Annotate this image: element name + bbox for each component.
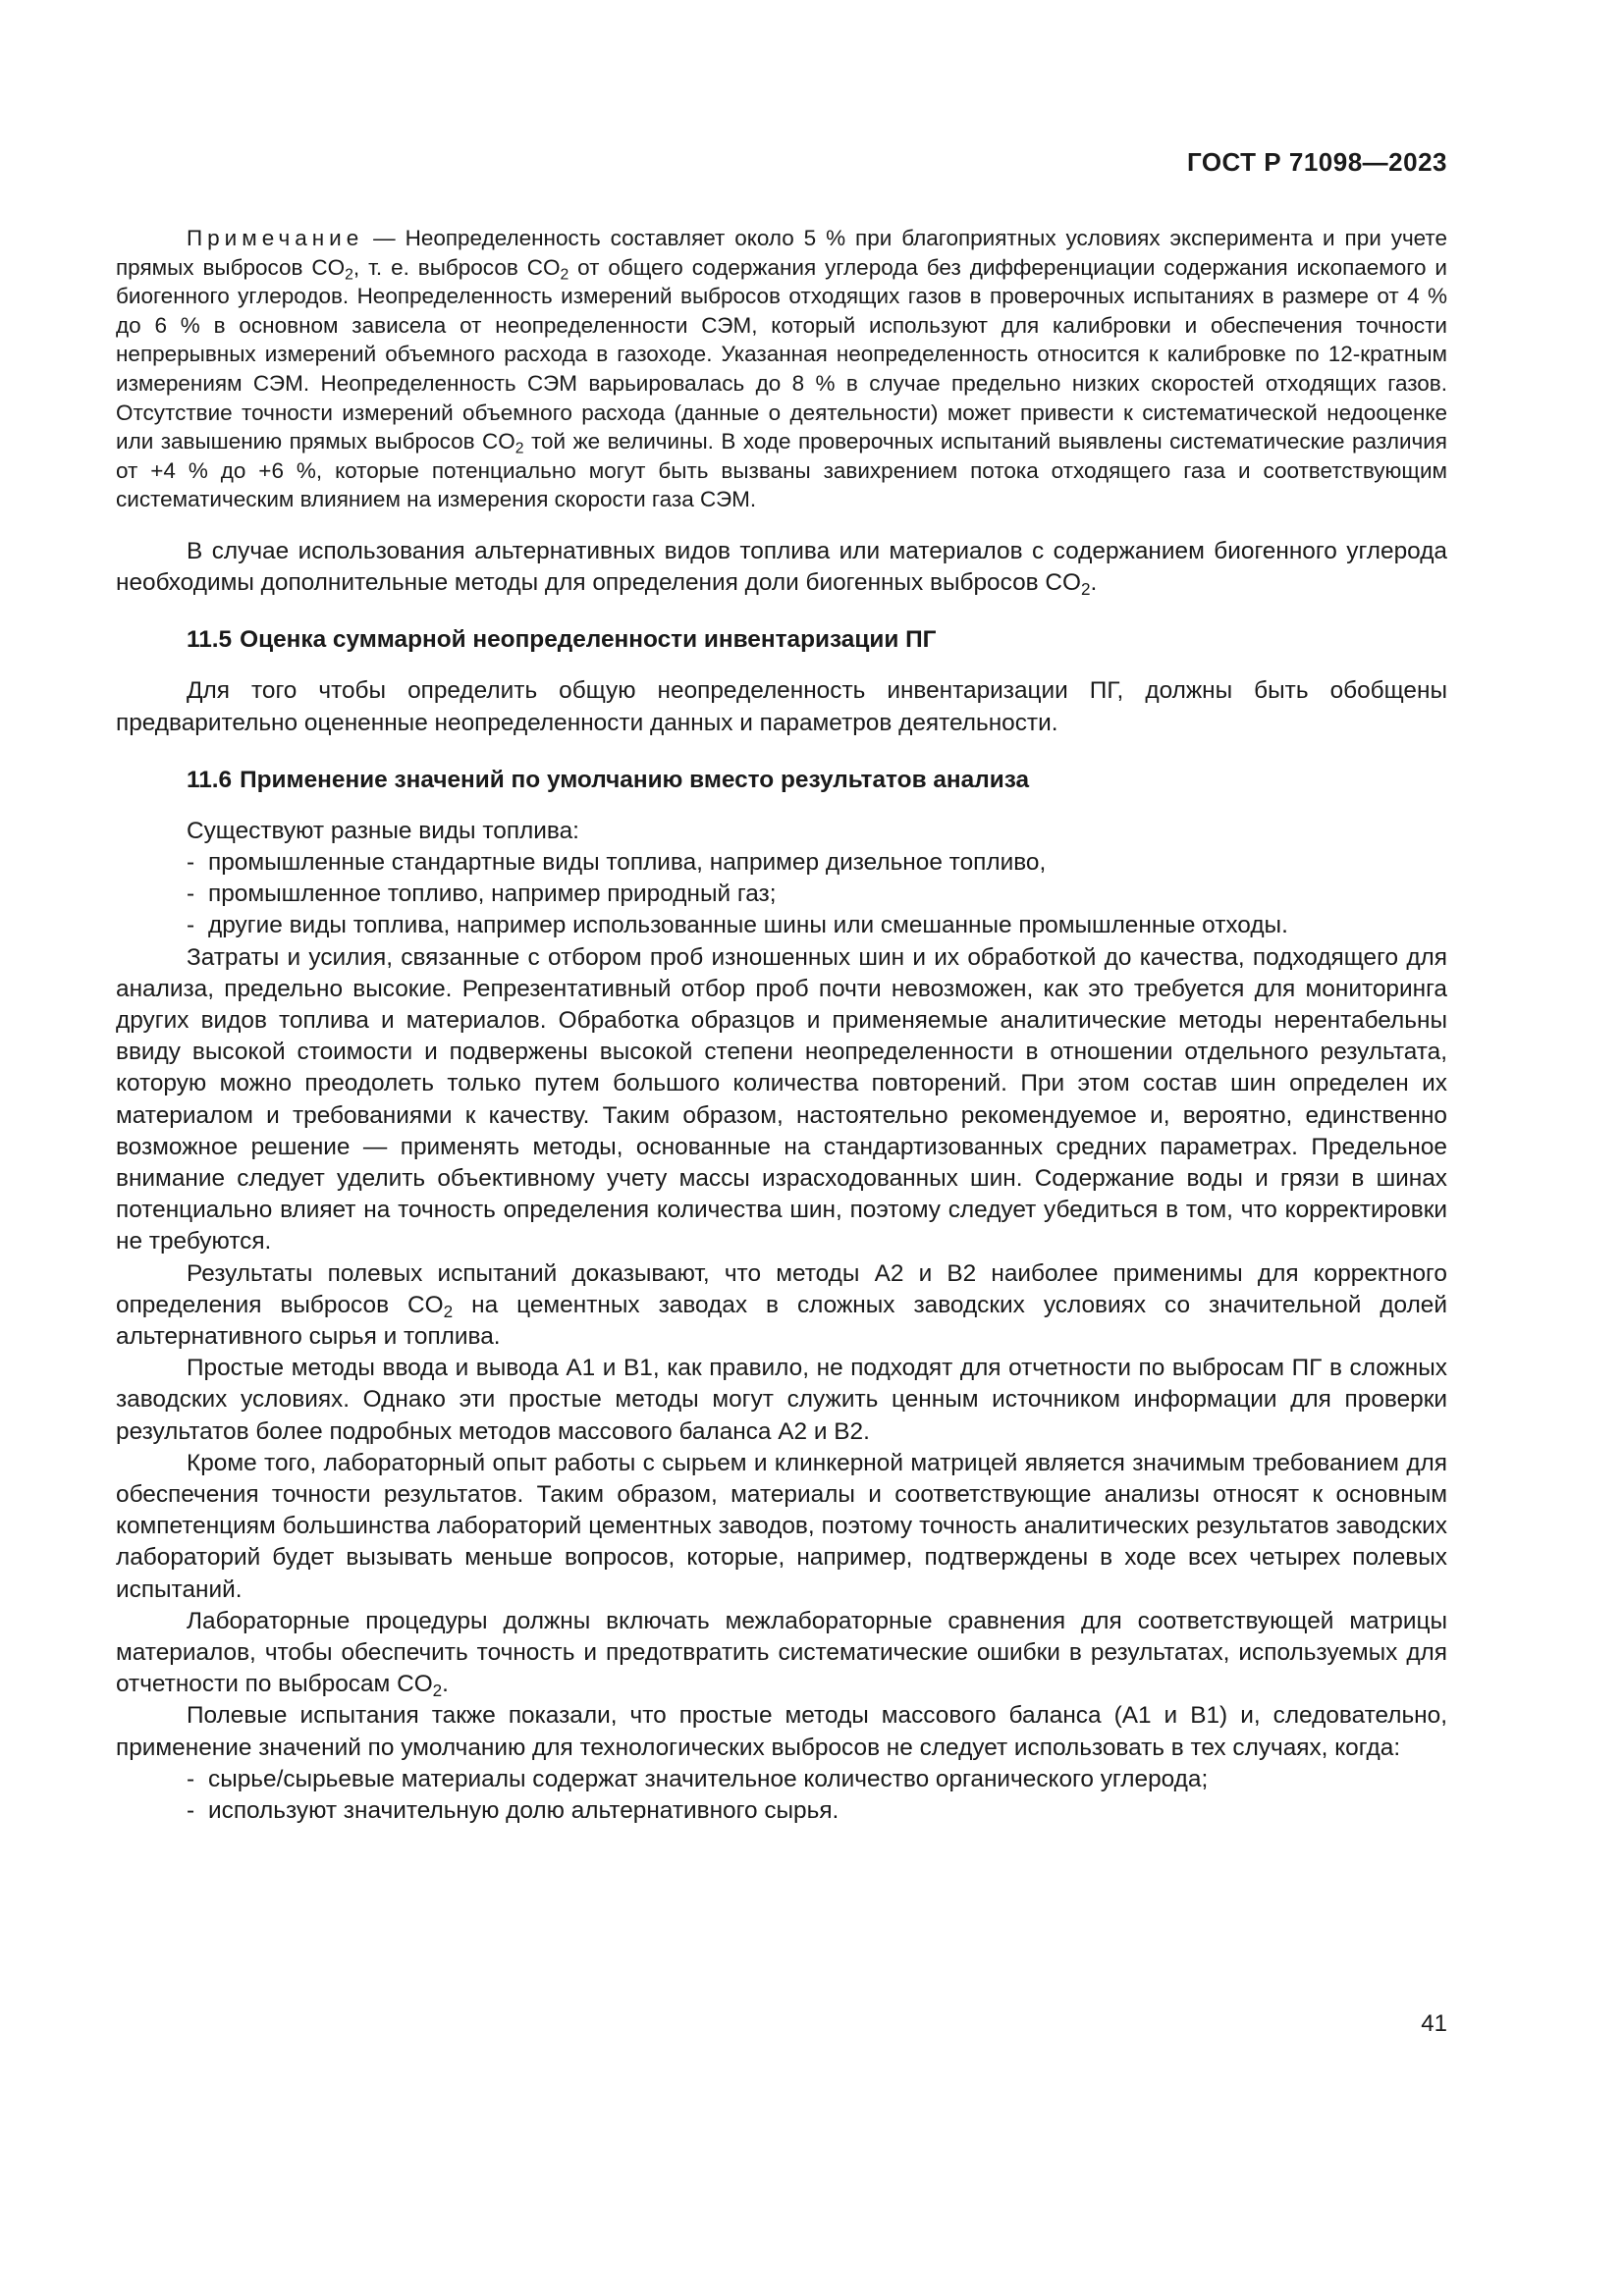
- fuel-types-list: [116, 847, 1447, 942]
- page-content: [116, 224, 1447, 1827]
- list-item: - промышленные стандартные виды топлива, например дизельное топливо,: [187, 848, 1047, 876]
- lab-procedures-paragraph: Лабораторные процедуры должны включать межлабораторные сравнения для соответствующей матрицы материалов, чтобы обеспечить точность и предотвратить систематические ошибки в результатах, используемых для отчетности по выбросам $CO_2$.: [116, 1607, 1447, 1701]
- field-tests-conclusion-paragraph: Полевые испытания также показали, что простые методы массового баланса (A1 и B1) и, следовательно, применение значений по умолчанию для технологических выбросов не следует использовать в тех случаях, когда:: [116, 1702, 1447, 1761]
- section-heading-11-6: 11.6 Применение значений по умолчанию вместо результатов анализа: [187, 766, 1030, 793]
- section-heading-11-5: 11.5 Оценка суммарной неопределенности инвентаризации ПГ: [187, 626, 937, 654]
- lab-experience-paragraph: Кроме того, лабораторный опыт работы с сырьем и клинкерной матрицей является значимым требованием для обеспечения точности результатов. Таким образом, материалы и соответствующие анализы относят к основным компетенциям большинства лабораторий цементных заводов, поэтому точность аналитических результатов заводских лабораторий будет вызывать меньше вопросов, которые, например, подтверждены в ходе всех четырех полевых испытаний.: [116, 1449, 1447, 1603]
- cases-list: [116, 1764, 1447, 1827]
- section-11-5-paragraph: Для того чтобы определить общую неопределенность инвентаризации ПГ, должны быть обобщены предварительно оцененные неопределенности данных и параметров деятельности.: [116, 677, 1447, 736]
- list-item: - используют значительную долю альтернативного сырья.: [187, 1797, 839, 1825]
- list-item: - другие виды топлива, например использованные шины или смешанные промышленные отходы.: [187, 912, 1288, 939]
- list-item: - сырье/сырьевые материалы содержат значительное количество органического углерода;: [187, 1765, 1209, 1792]
- list-item: - промышленное топливо, например природный газ;: [187, 881, 777, 908]
- page-number: 41: [1421, 2010, 1447, 2037]
- field-tests-paragraph: Результаты полевых испытаний доказывают, что методы A2 и B2 наиболее применимы для корректного определения выбросов $CO_2$ на цементных заводах в сложных заводских условиях со значительной долей альтернативного сырья и топлива.: [116, 1259, 1447, 1350]
- costs-paragraph: Затраты и усилия, связанные с отбором проб изношенных шин и их обработкой до качества, подходящего для анализа, предельно высокие. Репрезентативный отбор проб почти невозможен, как это требуется для мониторинга других видов топлива и материалов. Обработка образцов и применяемые аналитические методы нерентабельны ввиду высокой стоимости и подвержены высокой степени неопределенности в отношении отдельного результата, которую можно преодолеть только путем большого количества повторений. При этом состав шин определен их материалом и требованиями к качеству. Таким образом, настоятельно рекомендуемое и, вероятно, единственно возможное решение — применять методы, основанные на стандартизованных средних параметрах. Предельное внимание следует уделить объективному учету массы израсходованных шин. Содержание воды и грязи в шинах потенциально влияет на точность определения количества шин, поэтому следует убедиться в том, что корректировки не требуются.: [116, 943, 1447, 1255]
- note-label: Примечание: [187, 226, 364, 250]
- note-paragraph: Примечание — Неопределенность составляет около 5 % при благоприятных условиях эксперимента и при учете прямых выбросов $CO_2$, т. е. выбросов $CO_2$ от общего содержания углерода без дифференциации содержания ископаемого и биогенного углеродов. Неопределенность измерений выбросов отходящих газов в проверочных испытаниях в размере от 4 % до 6 % в основном зависела от неопределенности СЭМ, который используют для калибровки и обеспечения точности непрерывных измерений объемного расхода в газоходе. Указанная неопределенность относится к калибровке по 12-кратным измерениям СЭМ. Неопределенность СЭМ варьировалась до 8 % в случае предельно низких скоростей отходящих газов. Отсутствие точности измерений объемного расхода (данные о деятельности) может привести к систематической недооценке или завышению прямых выбросов $CO_2$ той же величины. В ходе проверочных испытаний выявлены систематические различия от +4 % до +6 %, которые потенциально могут быть вызваны завихрением потока отходящего газа и соответствующим систематическим влиянием на измерения скорости газа СЭМ.: [116, 226, 1448, 512]
- document-page: [116, 0, 1447, 2296]
- biogenic-paragraph: В случае использования альтернативных видов топлива или материалов с содержанием биогенного углерода необходимы дополнительные методы для определения доли биогенных выбросов $CO_2$.: [116, 537, 1447, 600]
- document-header: ГОСТ Р 71098—2023: [1186, 147, 1447, 177]
- simple-methods-paragraph: Простые методы ввода и вывода A1 и B1, как правило, не подходят для отчетности по выбросам ПГ в сложных заводских условиях. Однако эти простые методы могут служить ценным источником информации для проверки результатов более подробных методов массового баланса A2 и B2.: [116, 1355, 1447, 1445]
- fuel-types-intro: Существуют разные виды топлива:: [187, 817, 579, 844]
